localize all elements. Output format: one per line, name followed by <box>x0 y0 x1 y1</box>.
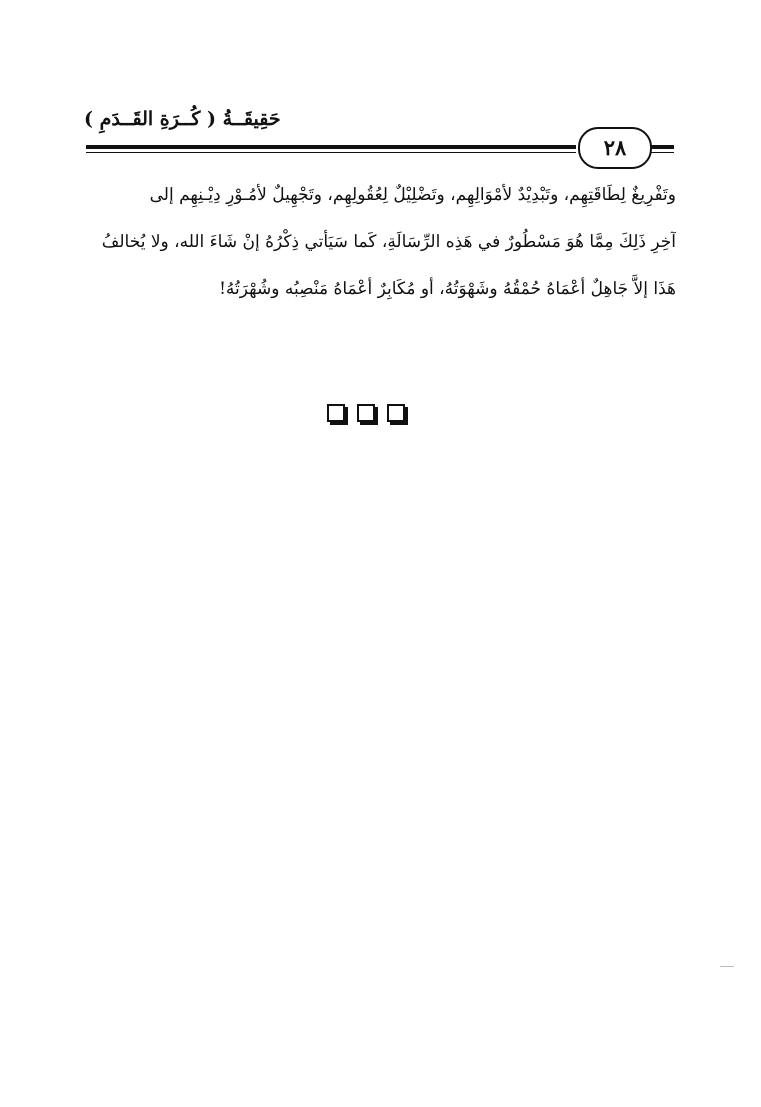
scan-speck <box>720 966 734 967</box>
body-line-3: هَذَا إلاَّ جَاهِلٌ أعْمَاهُ حُمْقُهُ وشَهْوَتُهُ، أو مُكَابِرٌ أعْمَاهُ مَنْصِبُه وشُهْرَتُهُ! <box>219 279 676 299</box>
page-number: ٢٨ <box>578 127 652 169</box>
ornament-box-icon <box>357 404 375 422</box>
header-rule-right-thick <box>650 145 674 149</box>
body-paragraph <box>84 172 676 313</box>
header-rule-right-thin <box>650 152 674 153</box>
section-end-ornament-icon <box>327 404 417 426</box>
ornament-box-icon <box>327 404 345 422</box>
body-line-1: وتَفْرِيغٌ لِطَاقَتِهِم، وتَبْدِيْدٌ لأمْوَالِهِم، وتَضْلِيْلٌ لِعُقُولِهِم، وتَجْهِيلٌ لأمُـوْرِ دِيْـنِهِم إلى <box>149 185 676 205</box>
running-title: حَقِيقَــةُ ( كُــرَةِ القَــدَمِ ) <box>84 108 281 130</box>
header-rule-thick <box>86 145 576 149</box>
header-rule-thin <box>86 152 576 153</box>
body-line-2: آخِرِ ذَلِكَ مِمَّا هُوَ مَسْطُورٌ في هَذِه الرِّسَالَةِ، كَما سَيَأتي ذِكْرُهُ إنْ شَاءَ الله، ولا يُخالفُ <box>101 232 676 252</box>
ornament-box-icon <box>387 404 405 422</box>
